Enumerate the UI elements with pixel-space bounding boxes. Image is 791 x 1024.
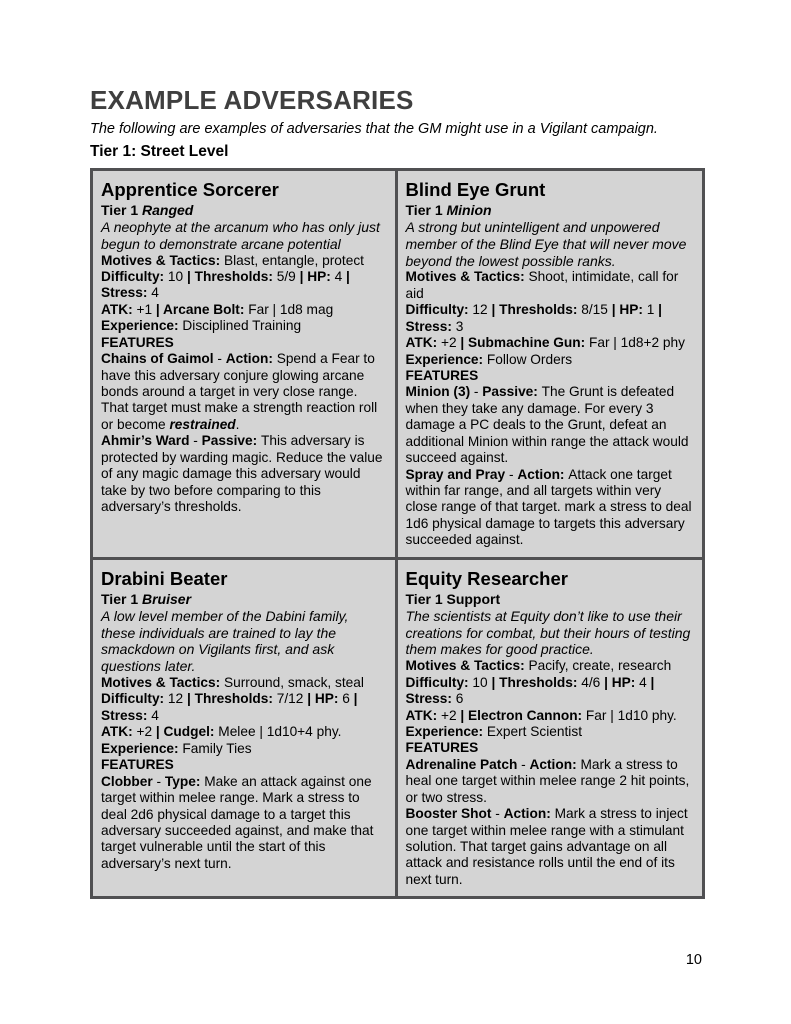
stat-line: FEATURES xyxy=(101,334,174,350)
adversary-body xyxy=(101,253,387,516)
adversary-name: Equity Researcher xyxy=(405,567,568,589)
adversary-tier-line: Tier 1 Bruiser xyxy=(101,591,192,608)
stat-line: Difficulty: 12 | Thresholds: 7/12 | HP: 6 | Stress: 4 xyxy=(101,691,358,723)
stat-line: ATK: +2 | Electron Cannon: Far | 1d10 phy. xyxy=(405,707,677,723)
adversary-name: Apprentice Sorcerer xyxy=(101,178,279,200)
stat-line: Motives & Tactics: Pacify, create, research xyxy=(405,658,672,674)
stat-line: Difficulty: 10 | Thresholds: 5/9 | HP: 4 | Stress: 4 xyxy=(101,268,350,301)
page-subtitle: The following are examples of adversaries that the GM might use in a Vigilant campaign. xyxy=(90,120,658,137)
adversary-card xyxy=(93,171,398,560)
page-title: EXAMPLE ADVERSARIES xyxy=(90,85,414,115)
stat-line: Experience: Family Ties xyxy=(101,740,252,756)
section-heading-tier-1: Tier 1: Street Level xyxy=(90,143,229,161)
stat-line: Spray and Pray - Action: Attack one target within far range, and all targets within very close range of that target. mark a stress to deal 1d6 physical damage to targets this adversary succeeded against. xyxy=(405,466,692,548)
stat-line: Clobber - Type: Make an attack against one target within melee range. Mark a stress to deal 2d6 physical damage to a target this adversary succeeded against, and make that target vulnerable until the start of this adversary’s next turn. xyxy=(101,773,374,871)
stat-line: Motives & Tactics: Surround, smack, steal xyxy=(101,675,364,691)
stat-line: Experience: Follow Orders xyxy=(405,351,573,367)
stat-line: Minion (3) - Passive: The Grunt is defeated when they take any damage. For every 3 damage a PC deals to the Grunt, defeat an additional Minion within range the attack would succeed against. xyxy=(405,384,689,466)
stat-line: Experience: Disciplined Training xyxy=(101,318,302,334)
adversary-table xyxy=(90,168,705,899)
stat-line: ATK: +2 | Cudgel: Melee | 1d10+4 phy. xyxy=(101,724,342,740)
adversary-card xyxy=(398,560,703,897)
adversary-name: Drabini Beater xyxy=(101,567,228,589)
stat-line: FEATURES xyxy=(101,757,174,773)
stat-line: Difficulty: 10 | Thresholds: 4/6 | HP: 4 | Stress: 6 xyxy=(405,674,655,707)
adversary-tier-line: Tier 1 Support xyxy=(405,591,501,608)
adversary-card xyxy=(93,560,398,897)
stat-line: Motives & Tactics: Blast, entangle, protect xyxy=(101,252,364,268)
stat-line: ATK: +1 | Arcane Bolt: Far | 1d8 mag xyxy=(101,301,334,317)
adversary-body xyxy=(406,269,695,548)
adversary-card xyxy=(398,171,703,560)
stat-line: Ahmir’s Ward - Passive: This adversary is protected by warding magic. Reduce the value of any magic damage this adversary would take by two before comparing to this adversary’s thresholds. xyxy=(101,433,383,515)
stat-line: FEATURES xyxy=(405,740,479,756)
page-number: 10 xyxy=(685,952,702,968)
adversary-tier-line: Tier 1 Ranged xyxy=(101,202,194,219)
stat-line: Difficulty: 12 | Thresholds: 8/15 | HP: 1 | Stress: 3 xyxy=(405,302,662,334)
stat-line: Booster Shot - Action: Mark a stress to inject one target within melee range with a stimulant solution. That target gains advantage on all attack and resistance rolls until the end of its next turn. xyxy=(405,806,688,887)
stat-line: Chains of Gaimol - Action: Spend a Fear to have this adversary conjure glowing arcane bonds around a target in very close range. That target must make a strength reaction roll or become restrained. xyxy=(101,351,378,432)
stat-line: Experience: Expert Scientist xyxy=(405,723,582,739)
adversary-tier-line: Tier 1 Minion xyxy=(405,202,492,219)
adversary-body xyxy=(101,675,387,872)
adversary-description: A strong but unintelligent and unpowered member of the Blind Eye that will never move beyond the lowest possible ranks. xyxy=(405,218,687,269)
adversary-description: A neophyte at the arcanum who has only just begun to demonstrate arcane potential xyxy=(101,218,380,252)
stat-line: Adrenaline Patch - Action: Mark a stress to heal one target within melee range 2 hit points, or two stress. xyxy=(405,756,690,805)
stat-line: ATK: +2 | Submachine Gun: Far | 1d8+2 phy xyxy=(405,335,685,351)
adversary-name: Blind Eye Grunt xyxy=(405,178,546,200)
adversary-description: A low level member of the Dabini family, these individuals are trained to lay the smackdown on Vigilants first, and ask questions later. xyxy=(101,607,349,675)
adversary-body xyxy=(406,658,695,888)
stat-line: Motives & Tactics: Shoot, intimidate, call for aid xyxy=(405,269,679,301)
stat-line: FEATURES xyxy=(405,367,479,383)
adversary-description: The scientists at Equity don’t like to use their creations for combat, but their hours of testing them makes for good practice. xyxy=(405,607,691,658)
